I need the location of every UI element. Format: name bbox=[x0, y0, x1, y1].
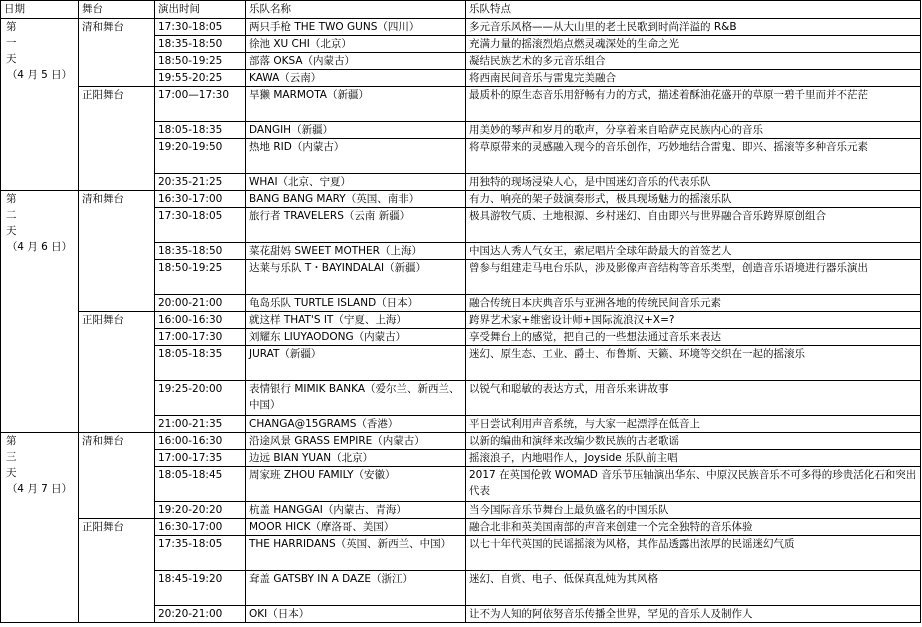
feature-cell: 迷幻、自赏、电子、低保真乱炖为其风格 bbox=[466, 571, 921, 606]
time-cell: 18:05-18:45 bbox=[155, 467, 246, 502]
feature-cell: 摇滚浪子，内地唱作人，Joyside 乐队前主唱 bbox=[466, 450, 921, 467]
band-cell: 达莱与乐队 T・BAYINDALAI（新疆） bbox=[246, 260, 466, 295]
feature-cell: 将西南民间音乐与雷鬼完美融合 bbox=[466, 70, 921, 87]
feature-cell: 迷幻、原生态、工业、爵士、布鲁斯、天籁、环境等交织在一起的摇滚乐 bbox=[466, 346, 921, 381]
stage-name: 正阳舞台 bbox=[79, 312, 155, 433]
time-cell: 20:00-21:00 bbox=[155, 295, 246, 312]
day-date: （4 月 7 日） bbox=[6, 483, 73, 495]
band-cell: 就这样 THAT'S IT（宁夏、上海） bbox=[246, 312, 466, 329]
band-cell: 两只手枪 THE TWO GUNS（四川） bbox=[246, 19, 466, 36]
time-cell: 18:35-18:50 bbox=[155, 36, 246, 53]
band-cell: WHAI（北京、宁夏） bbox=[246, 174, 466, 191]
table-row bbox=[1, 433, 921, 450]
schedule-body bbox=[1, 19, 921, 623]
time-cell: 19:55-20:25 bbox=[155, 70, 246, 87]
table-row bbox=[1, 87, 921, 122]
time-cell: 17:00—17:30 bbox=[155, 87, 246, 122]
band-cell: CHANGA@15GRAMS（香港） bbox=[246, 416, 466, 433]
feature-cell: 融合传统日本庆典音乐与亚洲各地的传统民间音乐元素 bbox=[466, 295, 921, 312]
band-cell: MOOR HICK（摩洛哥、美国） bbox=[246, 519, 466, 536]
feature-cell: 以新的编曲和演绎来改编少数民族的古老歌谣 bbox=[466, 433, 921, 450]
table-row bbox=[1, 519, 921, 536]
band-cell: 旅行者 TRAVELERS（云南 新疆） bbox=[246, 208, 466, 243]
time-cell: 19:20-20:20 bbox=[155, 502, 246, 519]
time-cell: 17:30-18:05 bbox=[155, 19, 246, 36]
band-cell: 部落 OKSA（内蒙古） bbox=[246, 53, 466, 70]
feature-cell: 将草原带来的灵感融入现今的音乐创作，巧妙地结合雷鬼、即兴、摇滚等多种音乐元素 bbox=[466, 139, 921, 174]
feature-cell: 享受舞台上的感觉，把自己的一些想法通过音乐来表达 bbox=[466, 329, 921, 346]
header-stage: 舞台 bbox=[79, 1, 155, 19]
feature-cell: 2017 在英国伦敦 WOMAD 音乐节压轴演出华东、中原汉民族音乐不可多得的珍贵活化石和突出代表 bbox=[466, 467, 921, 502]
time-cell: 21:00-21:35 bbox=[155, 416, 246, 433]
band-cell: 边远 BIAN YUAN（北京） bbox=[246, 450, 466, 467]
day-label-char: 三 bbox=[6, 451, 17, 463]
feature-cell: 极具游牧气质、土地根源、乡村迷幻、自由即兴与世界融合音乐跨界原创组合 bbox=[466, 208, 921, 243]
time-cell: 18:50-19:25 bbox=[155, 53, 246, 70]
time-cell: 16:30-17:00 bbox=[155, 191, 246, 208]
band-cell: KAWA（云南） bbox=[246, 70, 466, 87]
time-cell: 17:35-18:05 bbox=[155, 536, 246, 571]
day-cell bbox=[1, 433, 79, 623]
band-cell: 耷盖 GATSBY IN A DAZE（浙江） bbox=[246, 571, 466, 606]
time-cell: 18:05-18:35 bbox=[155, 122, 246, 139]
day-label-char: 二 bbox=[6, 209, 17, 221]
feature-cell: 曾参与组建走马电台乐队，涉及影像声音结构等音乐类型，创造音乐语境进行器乐演出 bbox=[466, 260, 921, 295]
time-cell: 17:30-18:05 bbox=[155, 208, 246, 243]
feature-cell: 融合北非和英美国南部的声音来创建一个完全独特的音乐体验 bbox=[466, 519, 921, 536]
time-cell: 18:45-19:20 bbox=[155, 571, 246, 606]
header-feature: 乐队特点 bbox=[466, 1, 921, 19]
feature-cell: 当今国际音乐节舞台上最负盛名的中国乐队 bbox=[466, 502, 921, 519]
day-cell bbox=[1, 19, 79, 191]
feature-cell: 平日尝试利用声音系统，与大家一起漂浮在低音上 bbox=[466, 416, 921, 433]
feature-cell: 有力、响亮的架子鼓演奏形式，极具现场魅力的摇滚乐队 bbox=[466, 191, 921, 208]
time-cell: 16:30-17:00 bbox=[155, 519, 246, 536]
band-cell: 周家班 ZHOU FAMILY（安徽） bbox=[246, 467, 466, 502]
table-row bbox=[1, 191, 921, 208]
time-cell: 20:20-21:00 bbox=[155, 606, 246, 623]
stage-name: 清和舞台 bbox=[79, 19, 155, 87]
day-label-char: 一 bbox=[6, 37, 17, 49]
feature-cell: 凝结民族艺术的多元音乐组合 bbox=[466, 53, 921, 70]
header-date: 日期 bbox=[1, 1, 79, 19]
time-cell: 19:20-19:50 bbox=[155, 139, 246, 174]
band-cell: 沿途风景 GRASS EMPIRE（内蒙古） bbox=[246, 433, 466, 450]
feature-cell: 多元音乐风格——从大山里的老土民歌到时尚洋溢的 R&B bbox=[466, 19, 921, 36]
stage-name: 清和舞台 bbox=[79, 433, 155, 519]
header-row bbox=[1, 1, 921, 19]
header-band: 乐队名称 bbox=[246, 1, 466, 19]
time-cell: 16:00-16:30 bbox=[155, 433, 246, 450]
day-label-char: 天 bbox=[6, 467, 17, 479]
band-cell: 徐池 XU CHI（北京） bbox=[246, 36, 466, 53]
day-label-char: 第 bbox=[6, 193, 17, 205]
stage-name: 正阳舞台 bbox=[79, 87, 155, 191]
band-cell: 热地 RID（内蒙古） bbox=[246, 139, 466, 174]
time-cell: 18:05-18:35 bbox=[155, 346, 246, 381]
table-row bbox=[1, 312, 921, 329]
feature-cell: 以七十年代英国的民谣摇滚为风格，其作品透露出浓厚的民谣迷幻气质 bbox=[466, 536, 921, 571]
band-cell: 表情银行 MIMIK BANKA（爱尔兰、新西兰、中国） bbox=[246, 381, 466, 416]
day-label-char: 第 bbox=[6, 21, 17, 33]
feature-cell: 用独特的现场浸染人心，是中国迷幻音乐的代表乐队 bbox=[466, 174, 921, 191]
day-label-char: 天 bbox=[6, 53, 17, 65]
day-label-char: 第 bbox=[6, 435, 17, 447]
time-cell: 17:00-17:35 bbox=[155, 450, 246, 467]
feature-cell: 以锐气和聪敏的表达方式，用音乐来讲故事 bbox=[466, 381, 921, 416]
band-cell: BANG BANG MARY（英国、南非） bbox=[246, 191, 466, 208]
time-cell: 19:25-20:00 bbox=[155, 381, 246, 416]
time-cell: 16:00-16:30 bbox=[155, 312, 246, 329]
band-cell: 旱獭 MARMOTA（新疆） bbox=[246, 87, 466, 122]
feature-cell: 充满力量的摇滚烈焰点燃灵魂深处的生命之光 bbox=[466, 36, 921, 53]
table-row bbox=[1, 19, 921, 36]
time-cell: 18:50-19:25 bbox=[155, 260, 246, 295]
time-cell: 18:35-18:50 bbox=[155, 243, 246, 260]
band-cell: DANGIH（新疆） bbox=[246, 122, 466, 139]
time-cell: 20:35-21:25 bbox=[155, 174, 246, 191]
band-cell: 杭盖 HANGGAI（内蒙古、青海） bbox=[246, 502, 466, 519]
stage-name: 清和舞台 bbox=[79, 191, 155, 312]
day-cell bbox=[1, 191, 79, 433]
day-date: （4 月 5 日） bbox=[6, 69, 73, 81]
band-cell: THE HARRIDANS（英国、新西兰、中国） bbox=[246, 536, 466, 571]
feature-cell: 中国达人秀人气女王，索尼唱片全球年龄最大的首签艺人 bbox=[466, 243, 921, 260]
day-label-char: 天 bbox=[6, 225, 17, 237]
stage-name: 正阳舞台 bbox=[79, 519, 155, 623]
band-cell: 菜花甜妈 SWEET MOTHER（上海） bbox=[246, 243, 466, 260]
header-time: 演出时间 bbox=[155, 1, 246, 19]
band-cell: 刘耀东 LIUYAODONG（内蒙古） bbox=[246, 329, 466, 346]
feature-cell: 用美妙的琴声和岁月的歌声，分享着来自哈萨克民族内心的音乐 bbox=[466, 122, 921, 139]
feature-cell: 最质朴的原生态音乐用舒畅有力的方式，描述着酥油花盛开的草原一碧千里而并不茫茫 bbox=[466, 87, 921, 122]
day-date: （4 月 6 日） bbox=[6, 241, 73, 253]
band-cell: OKI（日本） bbox=[246, 606, 466, 623]
band-cell: 龟岛乐队 TURTLE ISLAND（日本） bbox=[246, 295, 466, 312]
band-cell: JURAT（新疆） bbox=[246, 346, 466, 381]
feature-cell: 跨界艺术家+维密设计师+国际流浪汉+X=? bbox=[466, 312, 921, 329]
feature-cell: 让不为人知的阿依努音乐传播全世界，罕见的音乐人及制作人 bbox=[466, 606, 921, 623]
time-cell: 17:00-17:30 bbox=[155, 329, 246, 346]
